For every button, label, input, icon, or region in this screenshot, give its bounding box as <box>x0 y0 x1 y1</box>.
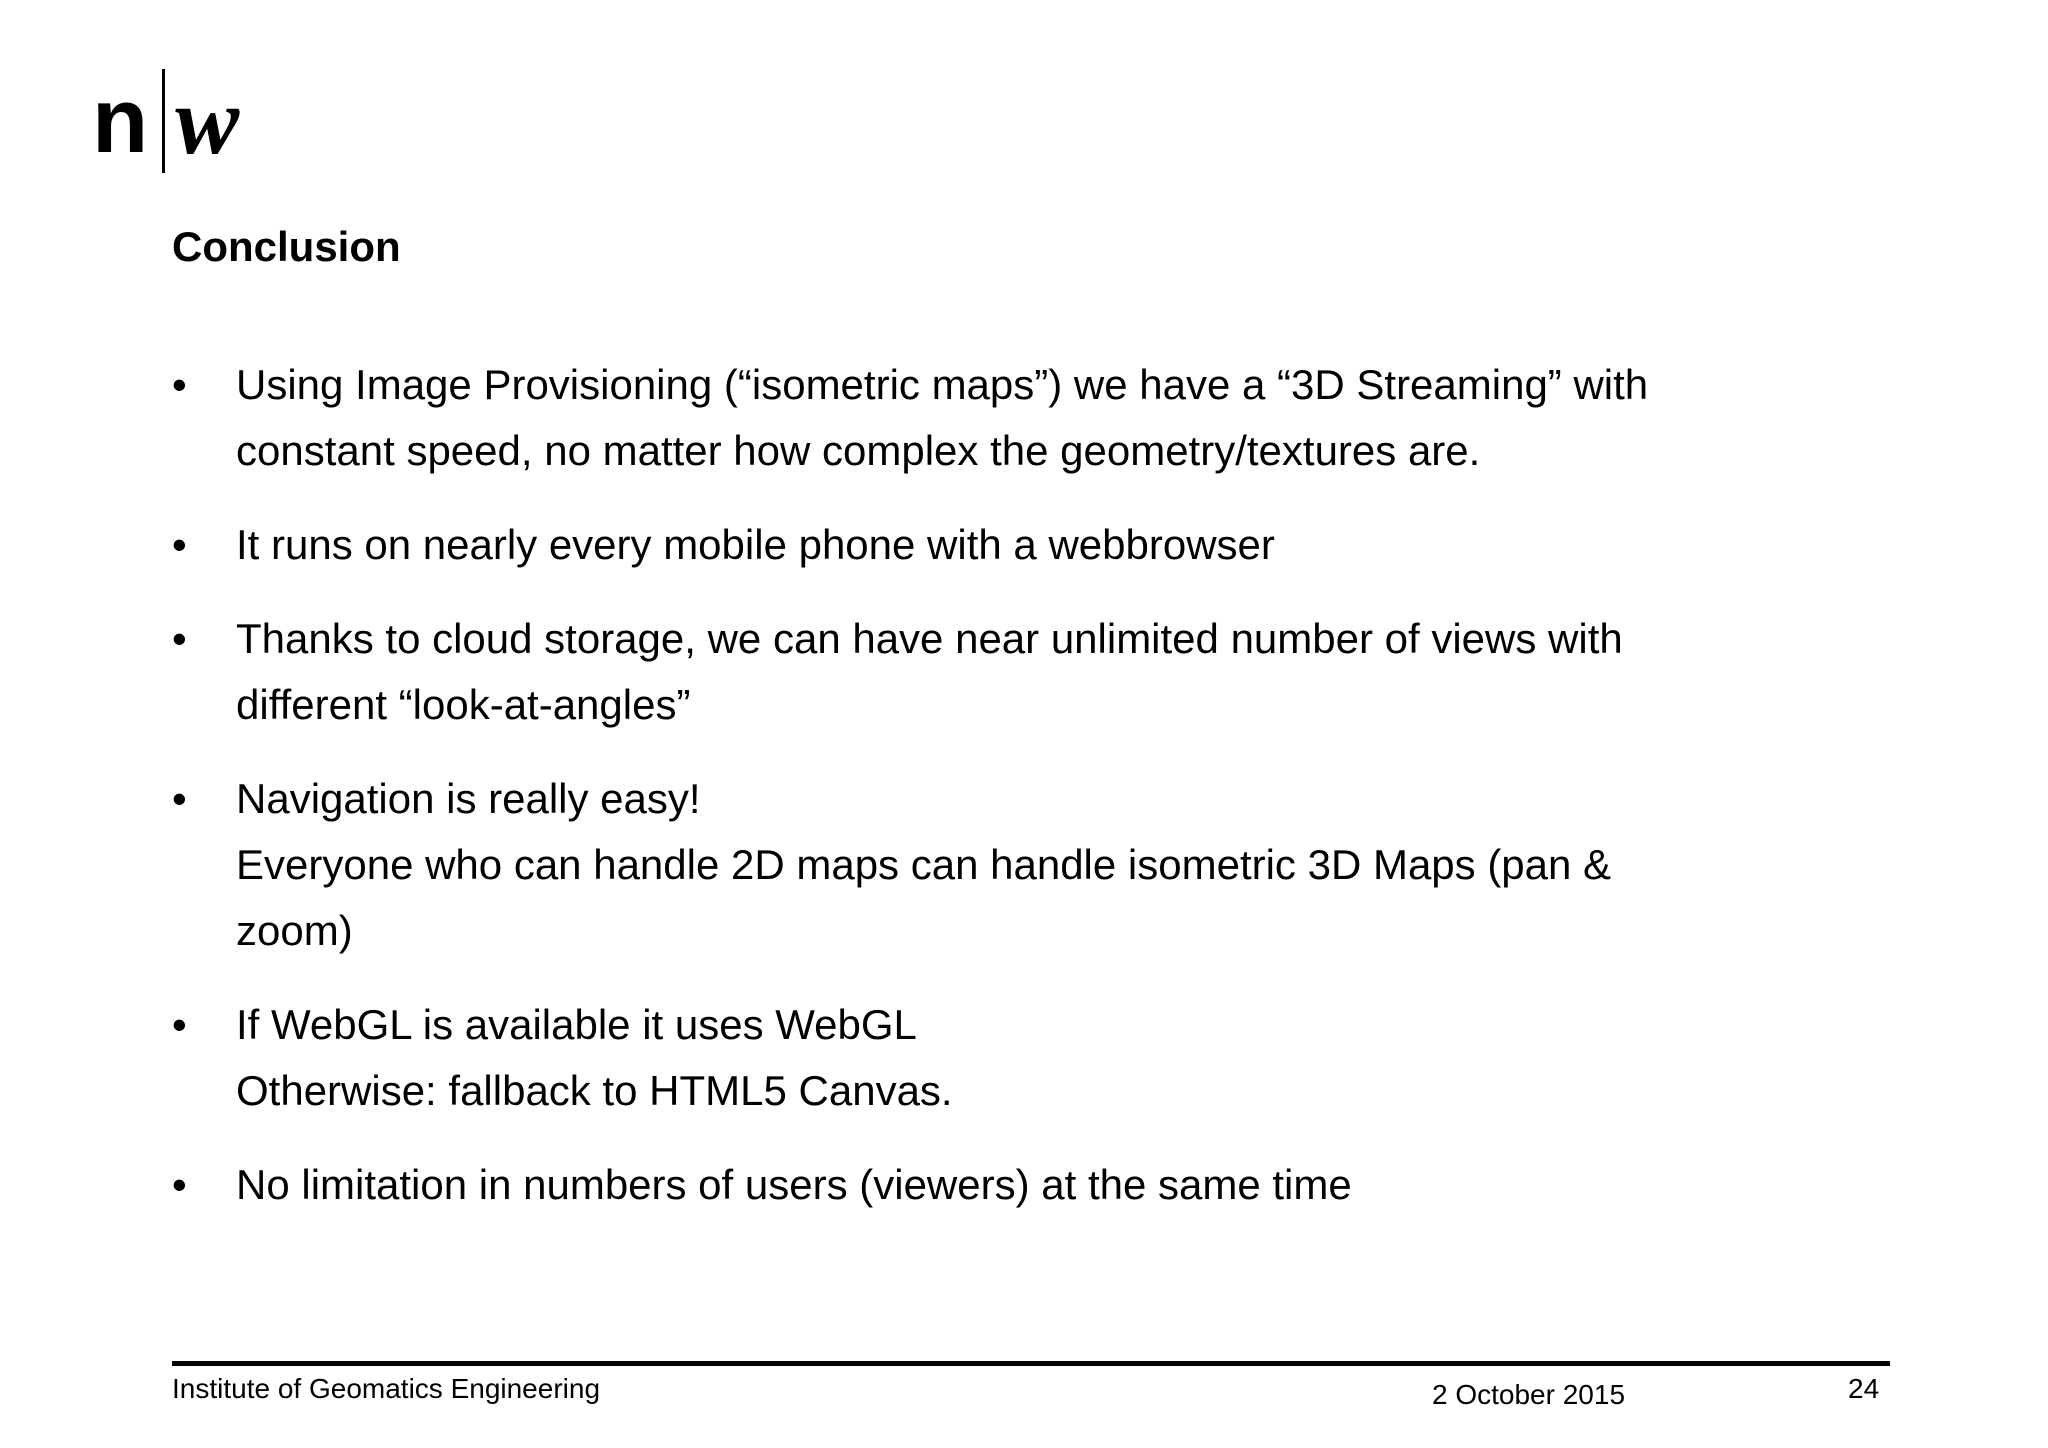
bullet-line: different “look-at-angles” <box>236 681 691 728</box>
bullet-item <box>172 766 1872 964</box>
bullet-marker: • <box>172 361 187 408</box>
bullet-marker: • <box>172 1161 187 1208</box>
footer-date: 2 October 2015 <box>1432 1379 1626 1410</box>
bullet-text <box>236 992 1872 1124</box>
bullet-marker: • <box>172 615 187 662</box>
bullet-marker: • <box>172 521 187 568</box>
logo-letter-w: w <box>175 67 240 174</box>
logo-divider <box>162 69 165 173</box>
bullet-item <box>172 352 1872 484</box>
bullet-line: If WebGL is available it uses WebGL <box>236 1001 917 1048</box>
bullet-marker: • <box>172 1001 187 1048</box>
logo <box>92 66 239 176</box>
bullet-text <box>236 1152 1872 1218</box>
bullet-list <box>172 352 1872 1246</box>
bullet-line: constant speed, no matter how complex the geometry/textures are. <box>236 427 1481 474</box>
bullet-line: Using Image Provisioning (“isometric maps”) we have a “3D Streaming” with <box>236 361 1649 408</box>
bullet-line: No limitation in numbers of users (viewers) at the same time <box>236 1161 1352 1208</box>
bullet-line: zoom) <box>236 907 353 954</box>
footer-institute: Institute of Geomatics Engineering <box>172 1373 601 1404</box>
bullet-marker: • <box>172 775 187 822</box>
bullet-text <box>236 606 1872 738</box>
logo-letter-n: n <box>92 70 149 172</box>
bullet-item <box>172 1152 1872 1218</box>
bullet-line: Everyone who can handle 2D maps can handle isometric 3D Maps (pan & <box>236 841 1612 888</box>
bullet-text <box>236 766 1872 964</box>
bullet-text <box>236 512 1872 578</box>
footer-divider <box>172 1361 1890 1366</box>
bullet-line: Otherwise: fallback to HTML5 Canvas. <box>236 1067 953 1114</box>
bullet-item <box>172 606 1872 738</box>
bullet-item <box>172 512 1872 578</box>
bullet-line: It runs on nearly every mobile phone with a webbrowser <box>236 521 1275 568</box>
bullet-text <box>236 352 1872 484</box>
bullet-line: Thanks to cloud storage, we can have near unlimited number of views with <box>236 615 1623 662</box>
slide-title: Conclusion <box>172 223 401 270</box>
bullet-item <box>172 992 1872 1124</box>
bullet-line: Navigation is really easy! <box>236 775 701 822</box>
page-number: 24 <box>1848 1373 1880 1404</box>
